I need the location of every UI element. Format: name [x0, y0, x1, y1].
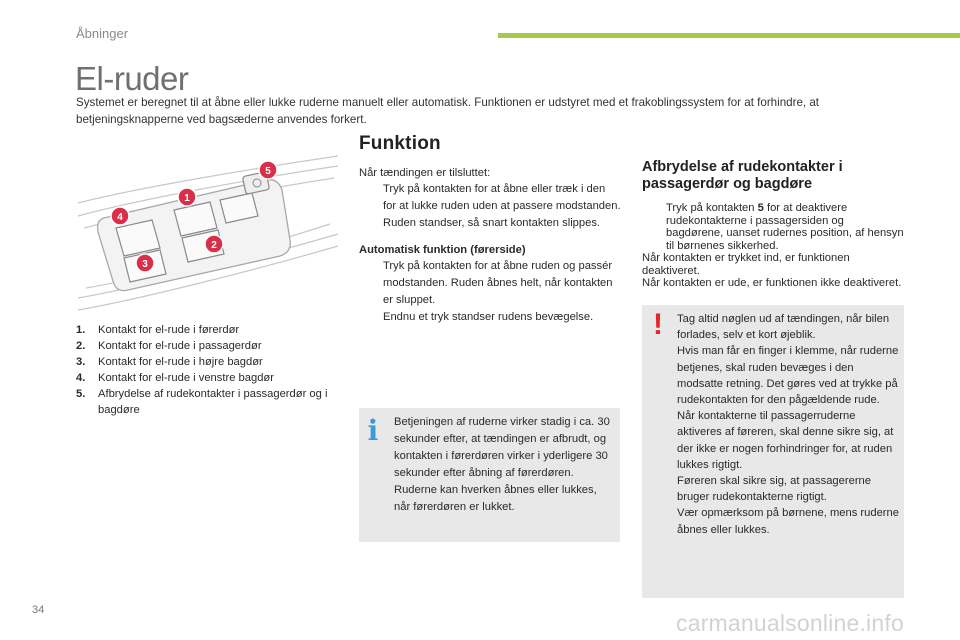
bullet-icon	[359, 309, 383, 326]
bullet-icon	[359, 258, 383, 309]
bullet-icon	[642, 202, 666, 252]
legend-list	[76, 322, 338, 418]
funktion-heading: Funktion	[359, 133, 441, 154]
badge-1-label: 1	[184, 193, 190, 204]
warning-icon: !	[653, 308, 663, 341]
badge-4-label: 4	[117, 212, 123, 223]
afbrydelse-line: Når kontakten er ude, er funktionen ikke deaktiveret.	[642, 277, 902, 289]
warning-paragraph: Føreren skal sikre sig, at passagererne bruger rudekontakterne rigtigt.	[677, 475, 871, 504]
legend-item: 2. Kontakt for el-rude i passagerdør	[76, 340, 262, 352]
afbrydelse-bullet: Tryk på kontakten 5 for at deaktivere rudekontakterne i passagersiden og bagdørene, uanset rudernes position, af hensyn til børnenes sikkerhed.	[642, 202, 904, 252]
afbrydelse-line: Når kontakten er trykket ind, er funktionen deaktiveret.	[642, 252, 850, 277]
badge-5-label: 5	[265, 166, 271, 177]
section-label: Åbninger	[76, 26, 129, 41]
badge-3-label: 3	[142, 259, 148, 270]
legend-item: 4. Kontakt for el-rude i venstre bagdør	[76, 372, 274, 384]
legend-item: 3. Kontakt for el-rude i højre bagdør	[76, 356, 263, 368]
legend-item: 5. Afbrydelse af rudekontakter i passagerdør og i bagdøre	[76, 388, 328, 416]
funktion-bullet: Tryk på kontakten for at åbne eller træk i den for at lukke ruden uden at passere modstanden. Ruden standser, så snart kontakten slippes.	[359, 181, 621, 232]
info-icon: i	[367, 414, 379, 447]
afbrydelse-heading: Afbrydelse af rudekontakter i passagerdør og bagdøre	[642, 159, 843, 192]
intro-text: Systemet er beregnet til at åbne eller lukke ruderne manuelt eller automatisk. Funktionen er udstyret med et frakoblingssystem for at forhindre, at betjeningsknapperne ved bagsæderne anvendes forkert.	[76, 96, 820, 126]
window-switch-illustration	[76, 148, 340, 316]
warning-paragraph: Tag altid nøglen ud af tændingen, når bilen forlades, selv et kort øjeblik.	[677, 313, 890, 342]
warning-paragraph: Hvis man får en finger i klemme, når ruderne betjenes, skal ruden bevæges i den modsatte retning. Det gøres ved at trykke på rudekontakten for den pågældende rude.	[677, 345, 899, 407]
badge-2-label: 2	[211, 240, 217, 251]
warning-box	[642, 305, 904, 598]
info-paragraph: Betjeningen af ruderne virker stadig i ca. 30 sekunder efter, at tændingen er afbrudt, og kontakten i førerdøren virker i yderligere 30 sekunder efter åbning af førerdøren.	[394, 416, 610, 479]
funktion-bullet: Tryk på kontakten for at åbne ruden og passér modstanden. Ruden åbnes helt, når kontakten er sluppet.	[359, 258, 621, 309]
funktion-bullet: Endnu et tryk standser rudens bevægelse.	[359, 309, 621, 326]
watermark: carmanualsonline.info	[676, 610, 904, 636]
afbrydelse-section	[642, 159, 904, 290]
auto-heading: Automatisk funktion (førerside)	[359, 244, 526, 256]
page-number: 34	[32, 604, 45, 616]
legend-item: 1. Kontakt for el-rude i førerdør	[76, 324, 240, 336]
funktion-lead: Når tændingen er tilsluttet:	[359, 167, 491, 179]
warning-paragraph: Vær opmærksom på børnene, mens ruderne åbnes eller lukkes.	[677, 507, 899, 536]
bullet-icon	[359, 181, 383, 232]
warning-paragraph: Når kontakterne til passagerruderne aktiveres af føreren, skal denne sikre sig, at der ikke er nogen forhindringer for, at ruden lukkes rigtigt.	[677, 410, 894, 471]
info-paragraph: Ruderne kan hverken åbnes eller lukkes, når førerdøren er lukket.	[394, 484, 597, 513]
page-title: El-ruder	[75, 60, 189, 97]
funktion-section	[359, 133, 621, 326]
accent-bar	[498, 33, 960, 38]
info-box	[359, 408, 620, 542]
